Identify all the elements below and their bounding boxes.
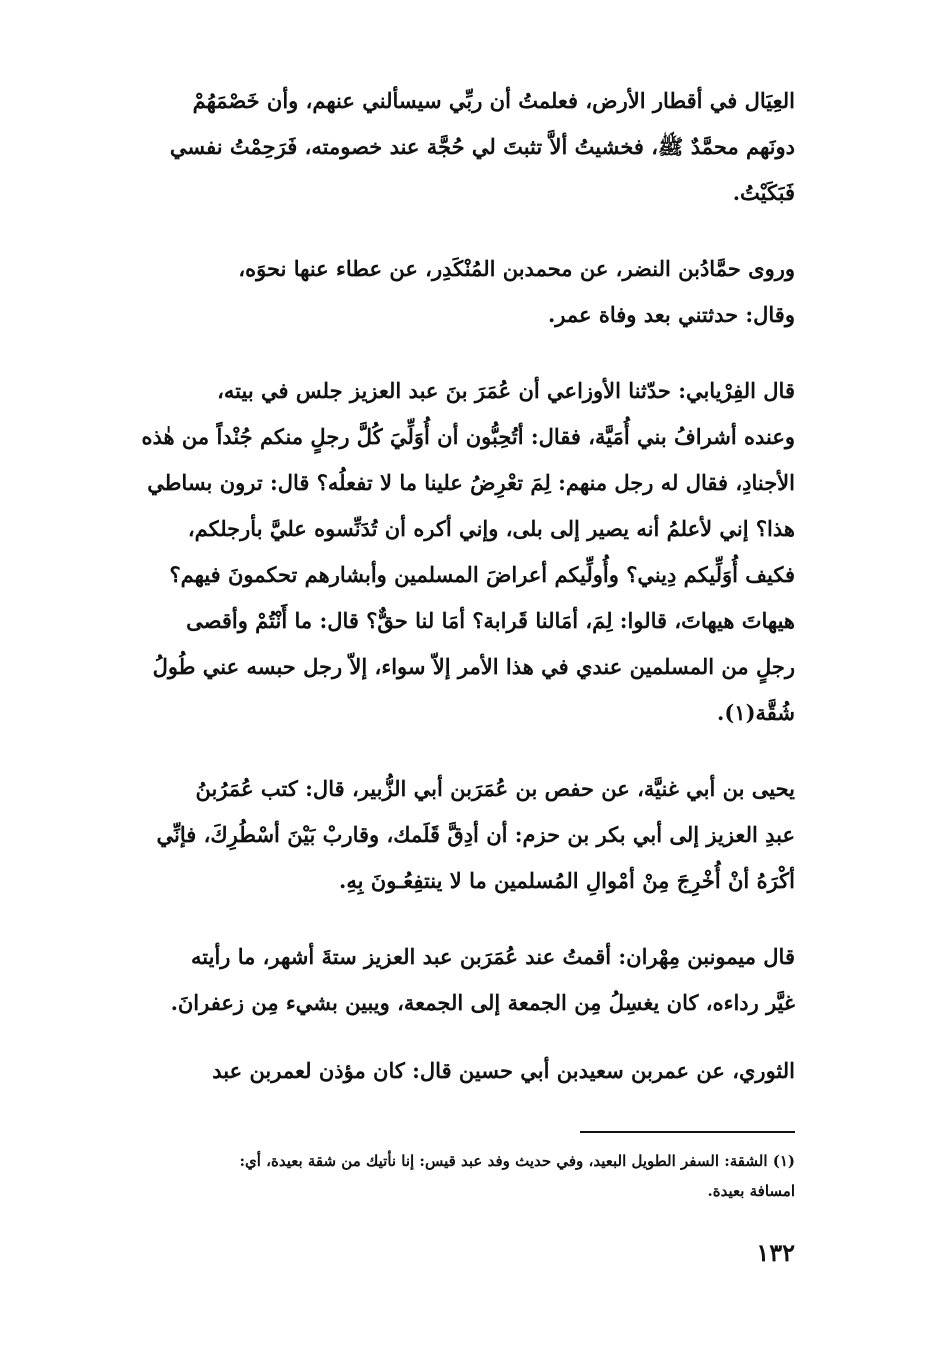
text-line: غيَّر رداءه، كان يغسِلُ مِن الجمعة إلى الجمعة، ويبين بشيء مِن زعفرانَ. (170, 990, 795, 1015)
text-line: وروى حمَّادُبن النضر، عن محمدبن المُنْكَدِر، عن عطاء عنها نحوَه، (238, 256, 795, 281)
footnote-divider (580, 1131, 795, 1133)
paragraph-2 (105, 246, 795, 338)
paragraph-5 (105, 934, 795, 1026)
text-line: وعنده أشرافُ بني أُمَيَّة، فقال: أتُحِبُّون أن أُوَلِّيَ كُلَّ رجلٍ منكم جُنْداً من هٰذه (141, 424, 795, 449)
paragraph-3 (105, 368, 795, 736)
page-number: ١٣٢ (756, 1238, 795, 1267)
text-line: شُقَّة(١). (717, 700, 795, 725)
text-line: يحيى بن أبي غنيَّة، عن حفص بن عُمَرَبن أبي الزُّبير، قال: كتب عُمَرُبنُ (195, 776, 795, 801)
footnote (105, 1146, 795, 1206)
text-line: العِيَال في أقطار الأرض، فعلمتُ أن ربِّي سيسألني عنهم، وأن خَصْمَهُمْ (192, 88, 795, 113)
text-line: أكْرَهُ أنْ أُخْرِجَ مِنْ أمْوالِ المُسلمين ما لا ينتفِعُـونَ بِهِ. (339, 868, 795, 893)
text-line: فَبَكَيْتُ. (732, 180, 795, 205)
text-line: الأجنادِ، فقال له رجل منهم: لِمَ تعْرِضُ علينا ما لا تفعلُه؟ قال: ترون بساطي (147, 470, 795, 495)
text-line: قال ميمونبن مِهْران: أقمتُ عند عُمَرَبن عبد العزيز ستةَ أشهر، ما رأيته (191, 944, 795, 969)
text-line: هذا؟ إني لأعلمُ أنه يصير إلى بلى، وإني أكره أن تُدَنِّسوه عليَّ بأرجلكم، (187, 516, 795, 541)
text-line: دونَهم محمَّدٌ ﷺ، فخشيتُ ألاَّ تثبتَ لي حُجَّة عند خصومته، فَرَحِمْتُ نفسي (169, 134, 795, 159)
text-line: قال الفِرْيابي: حدّثنا الأوزاعي أن عُمَرَ بنَ عبد العزيز جلس في بيته، (217, 378, 795, 403)
paragraph-6 (105, 1048, 795, 1094)
text-line: وقال: حدثتني بعد وفاة عمر. (547, 302, 795, 327)
text-line: الثوري، عن عمربن سعيدبن أبي حسين قال: كان مؤذن لعمربن عبد (212, 1058, 795, 1083)
page-body (105, 78, 795, 1338)
text-line: رجلٍ من المسلمين عندي في هذا الأمر إلاّ سواء، إلاّ رجل حبسه عني طُولُ (152, 654, 795, 679)
paragraph-1 (105, 78, 795, 216)
paragraph-4 (105, 766, 795, 904)
footnote-line: (١) الشقة: السفر الطويل البعيد، وفي حديث وفد عبد قيس: إنا نأتيك من شقة بعيدة، أي: (239, 1152, 795, 1170)
text-line: عبدِ العزيز إلى أبي بكر بن حزم: أن أدِقَّ قَلَمك، وقاربْ بَيْنَ أسْطُرِكَ، فإنِّي (156, 822, 795, 847)
text-line: هيهاتَ هيهاتَ، قالوا: لِمَ، أمَالنا قَرابة؟ أمَا لنا حقٌّ؟ قال: ما أَنْتُمْ وأقصى (186, 608, 795, 633)
footnote-line: امسافة بعيدة. (707, 1182, 795, 1200)
text-line: فكيف أُوَلِّيكم دِيني؟ وأُولِّيكم أعراضَ المسلمين وأبشارهم تحكمونَ فيهم؟ (169, 562, 795, 587)
